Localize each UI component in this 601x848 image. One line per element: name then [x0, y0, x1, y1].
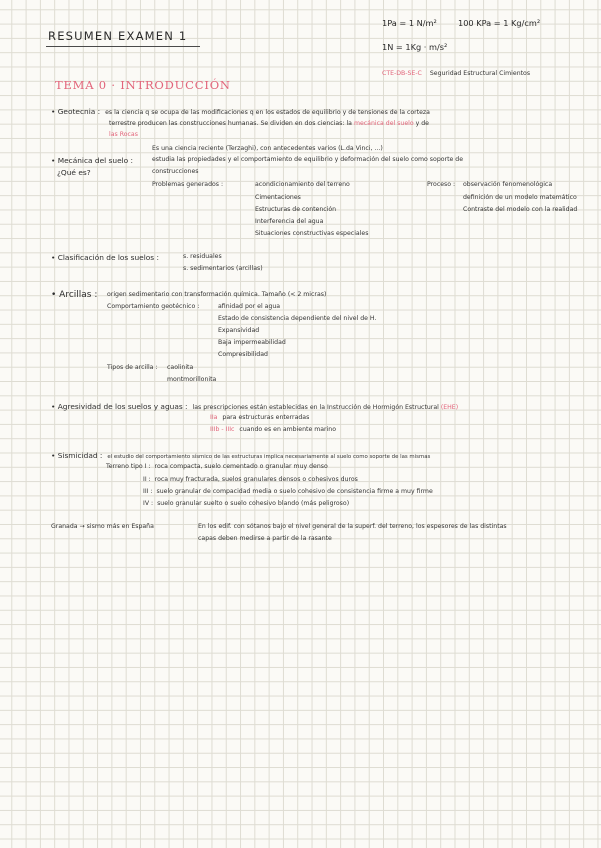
geotecnia-line1	[51, 108, 430, 116]
formula-pascal: 1Pa = 1 N/m²	[382, 18, 437, 28]
sotanos-line2: capas deben medirse a partir de la rasante	[198, 535, 332, 542]
terreno-tipo	[106, 464, 328, 470]
terreno-tipo	[143, 501, 349, 507]
exposure-class: IIIb - IIIc	[210, 426, 235, 433]
tema-heading: TEMA 0 · INTRODUCCIÓN	[55, 78, 231, 92]
page-title: RESUMEN EXAMEN 1	[48, 29, 188, 43]
reference-note	[382, 71, 530, 77]
terreno-tipo	[143, 477, 358, 483]
mecanica-heading: • Mecánica del suelo :	[51, 156, 134, 165]
geotecnia-line2	[109, 121, 429, 127]
terreno-tipo-num: Terreno tipo I :	[106, 463, 151, 470]
tipo-arcilla: caolinita	[167, 364, 194, 371]
geotecnia-line2-text: terrestre producen las construcciones humanas. Se dividen en dos ciencias: la	[109, 120, 352, 127]
clasificacion-heading: • Clasificación de los suelos :	[51, 253, 159, 262]
tipo-arcilla: montmorillonita	[167, 376, 217, 383]
exposure-class: IIa	[210, 414, 218, 421]
comportamiento-item: Baja impermeabilidad	[218, 339, 286, 346]
agresividad-heading: • Agresividad de los suelos y aguas :	[51, 402, 188, 411]
comportamiento-item: Estado de consistencia dependiente del nivel de H.	[218, 315, 377, 322]
comportamiento-item: Expansividad	[218, 327, 260, 334]
proceso-item: observación fenomenológica	[463, 181, 553, 188]
agresividad-text: las prescripciones están establecidas en la Instrucción de Hormigón Estructural	[192, 404, 439, 411]
exposure-text: para estructuras enterradas	[222, 414, 310, 421]
terreno-tipo-text: suelo granular suelto o suelo cohesivo blando (más peligroso)	[157, 500, 350, 507]
ehe-label: (EHE)	[440, 404, 459, 411]
exposure-text: cuando es en ambiente marino	[239, 426, 337, 433]
granada-note: Granada → sismo más en España	[51, 523, 154, 530]
terreno-tipo-text: roca compacta, suelo cementado o granular muy denso	[154, 463, 328, 470]
proceso-item: definición de un modelo matemático	[463, 194, 577, 201]
agresividad-item	[210, 415, 309, 421]
arcillas-origen: origen sedimentario con transformación química. Tamaño (< 2 micras)	[107, 291, 327, 298]
sotanos-line1: En los edif. con sótanos bajo el nivel general de la superf. del terreno, los espesores de las distintas	[198, 523, 507, 530]
mecanica-note: Es una ciencia reciente (Terzaghi), con antecedentes varios (L.da Vinci, ...)	[152, 145, 383, 152]
reference-text: Seguridad Estructural Cimientos	[429, 70, 531, 77]
proceso-item: Contraste del modelo con la realidad	[463, 206, 578, 213]
terreno-tipo-num: III :	[143, 488, 153, 495]
comportamiento-item: afinidad por el agua	[218, 303, 281, 310]
mecanica-question: ¿Qué es?	[57, 168, 91, 177]
mecanica-line1: estudia las propiedades y el comportamiento de equilibrio y deformación del suelo como soporte de	[152, 156, 464, 163]
title-underline	[46, 46, 200, 47]
problema-item: Estructuras de contención	[255, 206, 337, 213]
proceso-label: Proceso :	[427, 181, 456, 188]
geotecnia-heading: • Geotecnia :	[51, 107, 101, 116]
sismicidad-line	[51, 452, 430, 460]
problema-item: Interferencia del agua	[255, 218, 324, 225]
terreno-tipo-num: II :	[143, 476, 151, 483]
geotecnia-definition: es la ciencia q se ocupa de las modificaciones q en los estados de equilibrio y de tensiones de la corteza	[105, 109, 430, 116]
agresividad-line	[51, 403, 458, 411]
terreno-tipo-text: suelo granular de compacidad media o suelo cohesivo de consistencia firme a muy firme	[156, 488, 433, 495]
comportamiento-item: Compresibilidad	[218, 351, 268, 358]
terreno-tipo-text: roca muy fracturada, suelos granulares densos o cohesivos duros	[154, 476, 358, 483]
reference-code: CTE-DB-SE-C	[382, 70, 422, 77]
mecanica-line2: construcciones	[152, 168, 199, 175]
problema-item: Situaciones constructivas especiales	[255, 230, 369, 237]
comportamiento-label: Comportamiento geotécnico :	[107, 303, 200, 310]
terreno-tipo	[143, 489, 433, 495]
sismicidad-text: el estudio del comportamiento sísmico de las estructuras implica necesariamente al suelo como soporte de las mismas	[107, 454, 431, 460]
geotecnia-line2-end: y de	[415, 120, 429, 127]
problemas-label: Problemas generados :	[152, 181, 224, 188]
tipos-arcilla-label: Tipos de arcilla :	[107, 364, 158, 371]
mecanica-suelo-link: mecánica del suelo	[353, 120, 414, 127]
arcillas-heading: • Arcillas :	[51, 290, 98, 300]
rocas-label: las Rocas	[109, 131, 138, 138]
formula-kpa: 100 KPa = 1 Kg/cm²	[458, 18, 541, 28]
clasificacion-item: s. residuales	[183, 253, 222, 260]
problema-item: acondicionamiento del terreno	[255, 181, 350, 188]
terreno-tipo-num: IV :	[143, 500, 154, 507]
agresividad-item	[210, 427, 336, 433]
clasificacion-item: s. sedimentarios (arcillas)	[183, 265, 263, 272]
formula-newton: 1N = 1Kg · m/s²	[382, 42, 448, 52]
sismicidad-heading: • Sismicidad :	[51, 451, 103, 460]
problema-item: Cimentaciones	[255, 194, 301, 201]
